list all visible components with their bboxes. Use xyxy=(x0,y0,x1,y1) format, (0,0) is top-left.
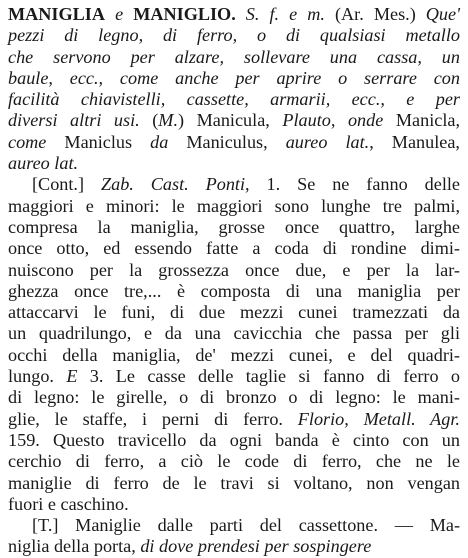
text-line xyxy=(8,494,460,515)
text-segment: maggiori e minori: le maggiori sono lunghe tre palmi, xyxy=(8,195,460,216)
text-segment: ) Manicula, xyxy=(178,110,283,131)
text-segment: pezzi di legno, di ferro, o di qualsiasi metallo xyxy=(8,25,460,46)
text-segment: compresa la maniglia, grosse once quattro, larghe xyxy=(8,216,460,237)
text-segment: di legno: le girelle, o di bronzo o di legno: le mani- xyxy=(8,387,460,408)
text-line xyxy=(8,515,460,536)
text-segment: un quadrilungo, e da una cavicchia che passa per gli xyxy=(8,323,460,344)
text-segment: fuori e caschino. xyxy=(8,493,129,514)
text-segment: glie, le staffe, i perni di ferro. xyxy=(8,408,298,429)
text-line xyxy=(8,68,460,89)
text-segment: e xyxy=(105,4,134,24)
text-segment: come xyxy=(8,131,47,152)
text-segment: Zab. Cast. Ponti xyxy=(100,174,246,195)
text-line xyxy=(8,89,460,110)
text-line xyxy=(8,217,460,238)
text-line xyxy=(8,430,460,451)
text-segment: da xyxy=(150,131,169,152)
text-segment: E xyxy=(66,366,78,387)
text-line xyxy=(8,302,460,323)
text-segment: S. f. e m. xyxy=(235,4,325,24)
text-line xyxy=(8,345,460,366)
text-line xyxy=(8,536,460,557)
text-segment: Maniculus, xyxy=(168,131,286,152)
text-line xyxy=(8,132,460,153)
text-segment: Maniclus xyxy=(46,131,151,152)
text-segment: , Manulea, xyxy=(369,131,460,152)
text-segment: (Ar. Mes.) xyxy=(324,4,426,24)
text-segment: attaccarvi le funi, di due mezzi cunei tramezzati da xyxy=(8,302,460,323)
text-line xyxy=(8,366,460,387)
text-segment: 3. Le casse delle taglie si fanno di ferro o xyxy=(77,366,460,387)
text-segment: niglia della porta, xyxy=(8,536,141,557)
text-segment: lungo. xyxy=(8,366,67,387)
text-line xyxy=(8,387,460,408)
text-line xyxy=(8,451,460,472)
text-line xyxy=(8,47,460,68)
text-line xyxy=(8,473,460,494)
text-line xyxy=(8,409,460,430)
text-segment: MANIGLIO. xyxy=(133,4,236,24)
text-segment: once otto, ed essendo fatte a coda di rondine dimi- xyxy=(8,238,460,259)
text-segment: occhi della maniglia, de' mezzi cunei, e del quadri- xyxy=(8,344,460,365)
text-segment: nuiscono per la grossezza once due, e per la lar- xyxy=(8,259,460,280)
text-line xyxy=(8,153,460,174)
text-segment: che servono per alzare, sollevare una cassa, un xyxy=(8,46,460,67)
text-segment: 159. Questo travicello da ogni banda è cinto con un xyxy=(8,429,460,450)
text-segment: [T.] Maniglie dalle parti del cassettone. — Ma- xyxy=(32,515,460,536)
text-line xyxy=(8,110,460,131)
text-segment: ( xyxy=(139,110,159,131)
text-segment: [Cont.] xyxy=(32,174,101,195)
text-segment: cerchio di ferro, a ciò le code di ferro, che ne le xyxy=(8,451,460,472)
text-segment: aureo lat. xyxy=(285,131,370,152)
text-line xyxy=(8,196,460,217)
text-segment: diversi altri usi. xyxy=(8,110,140,131)
text-segment: , 1. Se ne fanno delle xyxy=(245,174,460,195)
text-segment: maniglie di ferro de le travi si voltano, non vengan xyxy=(8,472,460,493)
text-segment: di dove prendesi per sospingere xyxy=(140,536,372,557)
text-line xyxy=(8,281,460,302)
text-segment: MANIGLIA xyxy=(8,4,106,24)
text-segment: M. xyxy=(158,110,178,131)
text-line xyxy=(8,238,460,259)
text-segment: Que' xyxy=(425,4,460,24)
text-segment: baule, ecc., come anche per aprire o serrare con xyxy=(8,67,460,88)
text-segment: facilità chiavistelli, cassette, armarii, ecc., e per xyxy=(8,89,460,110)
text-line xyxy=(8,260,460,281)
text-line xyxy=(8,174,460,195)
text-line xyxy=(8,4,460,25)
text-segment: Manicla, xyxy=(383,110,461,131)
text-segment: aureo lat. xyxy=(8,153,79,174)
text-line xyxy=(8,25,460,46)
text-segment: ghezza once tre,... è composta di una maniglia per xyxy=(8,280,460,301)
text-segment: Plauto, onde xyxy=(282,110,384,131)
dictionary-entry xyxy=(8,4,460,558)
text-segment: Florio, Metall. Agr. xyxy=(297,408,460,429)
text-line xyxy=(8,323,460,344)
